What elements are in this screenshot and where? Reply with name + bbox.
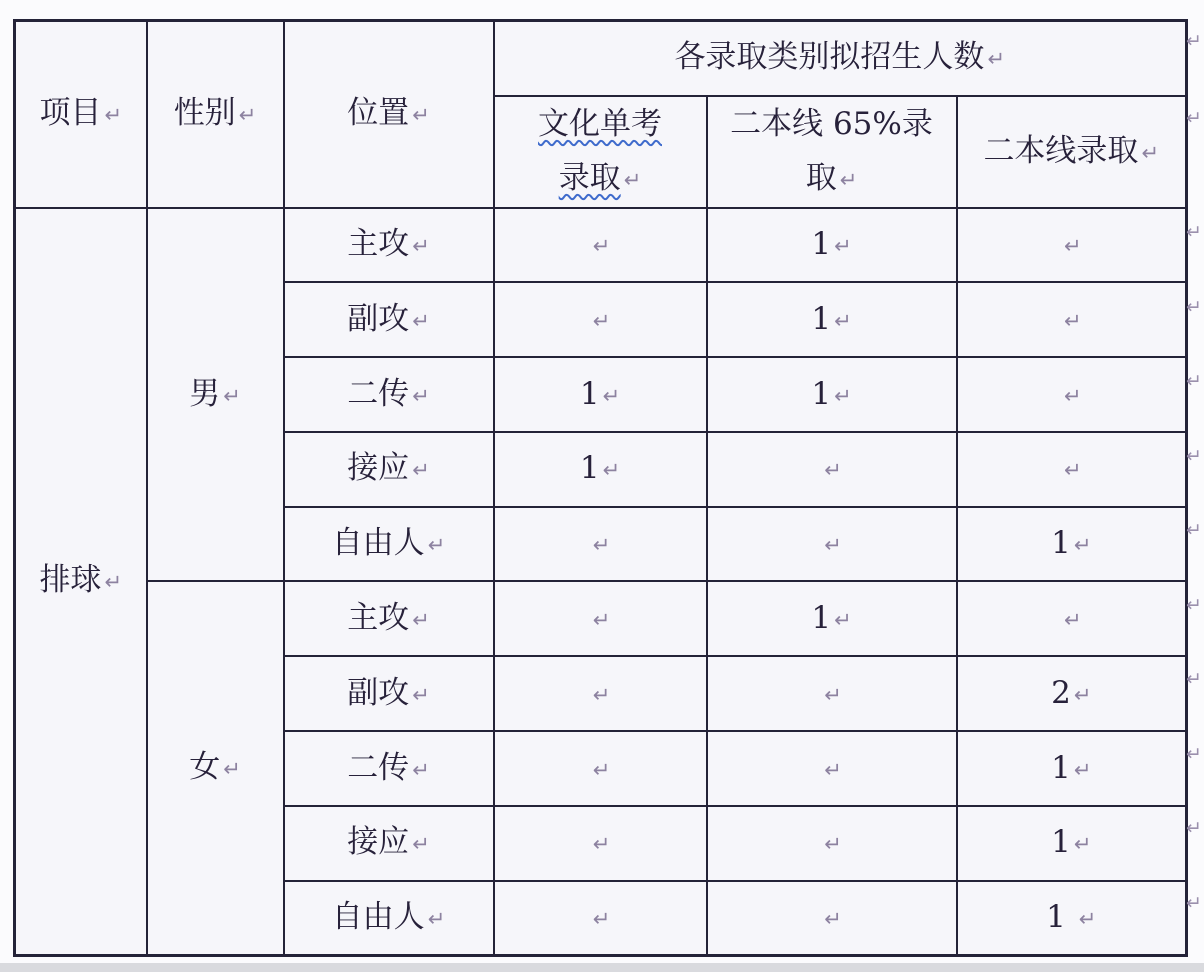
header-gender — [147, 21, 284, 208]
paragraph-mark-icon: ↵ — [1141, 140, 1160, 165]
header-line100-label: 二本线录取 — [983, 132, 1139, 169]
cell-value — [957, 731, 1187, 806]
paragraph-mark-icon: ↵ — [412, 682, 430, 707]
cell-value — [957, 806, 1187, 881]
paragraph-mark-icon: ↵ — [412, 103, 430, 128]
cell-value — [707, 432, 957, 507]
paragraph-mark-icon: ↵ — [412, 607, 430, 632]
table-row — [15, 208, 1187, 283]
position-label: 接应 — [347, 824, 410, 861]
cell-position — [284, 581, 494, 656]
paragraph-mark-icon: ↵ — [592, 233, 611, 258]
paragraph-mark-icon: ↵ — [1063, 383, 1082, 408]
cell-value — [707, 881, 957, 956]
paragraph-mark-icon: ↵ — [602, 383, 621, 408]
value-label: 1 — [1051, 824, 1071, 861]
position-label: 二传 — [347, 749, 410, 786]
value-label: 1 — [1051, 525, 1071, 562]
row-end-mark-icon: ↵ — [1186, 668, 1202, 690]
gender-male-label: 男 — [189, 375, 221, 412]
cell-value — [957, 656, 1187, 731]
paragraph-mark-icon: ↵ — [238, 103, 257, 128]
cell-value — [707, 208, 957, 283]
paragraph-mark-icon: ↵ — [824, 906, 842, 931]
value-label: 1 — [579, 375, 600, 412]
row-end-mark-icon: ↵ — [1186, 594, 1202, 616]
header-gender-label: 性别 — [173, 95, 236, 132]
paragraph-mark-icon: ↵ — [223, 757, 241, 782]
header-group-label: 各录取类别拟招生人数 — [674, 39, 985, 76]
paragraph-mark-icon: ↵ — [592, 906, 611, 931]
paragraph-mark-icon: ↵ — [1073, 757, 1092, 782]
paragraph-mark-icon: ↵ — [1073, 533, 1092, 558]
paragraph-mark-icon: ↵ — [412, 233, 430, 258]
value-label: 2 — [1051, 674, 1071, 711]
paragraph-mark-icon: ↵ — [602, 458, 621, 483]
cell-project — [15, 208, 147, 956]
paragraph-mark-icon: ↵ — [592, 533, 611, 558]
cell-position — [284, 731, 494, 806]
position-label: 副攻 — [347, 300, 410, 337]
cell-value — [494, 806, 707, 881]
paragraph-mark-icon: ↵ — [592, 832, 611, 857]
paragraph-mark-icon: ↵ — [427, 906, 446, 931]
row-end-mark-icon: ↵ — [1186, 743, 1202, 765]
value-label: 1 — [811, 225, 832, 262]
cell-value — [957, 208, 1187, 283]
value-label: 1 — [811, 300, 832, 337]
value-label: 1 — [811, 375, 832, 412]
cell-position — [284, 507, 494, 582]
header-line65 — [707, 96, 957, 208]
cell-value — [707, 806, 957, 881]
cell-value — [707, 507, 957, 582]
paragraph-mark-icon: ↵ — [824, 458, 842, 483]
paragraph-mark-icon: ↵ — [824, 682, 842, 707]
bottom-edge-band — [0, 963, 1204, 972]
row-end-mark-icon: ↵ — [1186, 370, 1202, 392]
header-culture-exam — [494, 96, 707, 208]
position-label: 副攻 — [347, 674, 410, 711]
row-end-mark-icon: ↵ — [1186, 30, 1202, 52]
header-position — [284, 21, 494, 208]
paragraph-mark-icon: ↵ — [834, 233, 852, 258]
value-label: 1 — [1046, 898, 1076, 935]
cell-value — [494, 507, 707, 582]
header-culture-exam-line2: 录取 — [558, 159, 621, 196]
position-label: 二传 — [347, 375, 410, 412]
cell-position — [284, 357, 494, 432]
cell-value — [494, 208, 707, 283]
cell-value — [707, 731, 957, 806]
paragraph-mark-icon: ↵ — [623, 167, 642, 192]
cell-value — [707, 282, 957, 357]
cell-position — [284, 806, 494, 881]
paragraph-mark-icon: ↵ — [412, 308, 430, 333]
value-label: 1 — [1051, 749, 1071, 786]
cell-value — [707, 357, 957, 432]
cell-value — [957, 581, 1187, 656]
row-end-mark-icon: ↵ — [1186, 107, 1202, 129]
cell-gender-female — [147, 581, 284, 955]
cell-value — [494, 881, 707, 956]
paragraph-mark-icon: ↵ — [1073, 682, 1092, 707]
position-label: 自由人 — [331, 898, 425, 935]
cell-value — [957, 282, 1187, 357]
gender-female-label: 女 — [189, 749, 221, 786]
paragraph-mark-icon: ↵ — [1073, 832, 1092, 857]
paragraph-mark-icon: ↵ — [104, 103, 123, 128]
value-label: 1 — [811, 599, 832, 636]
header-project-label: 项目 — [39, 95, 102, 132]
cell-value — [707, 581, 957, 656]
header-group — [494, 21, 1187, 96]
header-project — [15, 21, 147, 208]
header-line65-line2: 取 — [805, 159, 837, 196]
row-end-mark-icon: ↵ — [1186, 519, 1202, 541]
cell-value — [957, 432, 1187, 507]
paragraph-mark-icon: ↵ — [987, 47, 1006, 72]
paragraph-mark-icon: ↵ — [834, 383, 852, 408]
paragraph-mark-icon: ↵ — [412, 458, 430, 483]
position-label: 接应 — [347, 450, 410, 487]
row-end-mark-icon: ↵ — [1186, 221, 1202, 243]
header-position-label: 位置 — [347, 95, 410, 132]
project-label: 排球 — [39, 562, 102, 599]
table-row — [15, 581, 1187, 656]
admission-table — [13, 19, 1188, 957]
header-line65-line1: 二本线 65%录 — [730, 105, 933, 142]
paragraph-mark-icon: ↵ — [427, 533, 446, 558]
paragraph-mark-icon: ↵ — [1078, 906, 1097, 931]
cell-gender-male — [147, 208, 284, 582]
cell-value — [957, 881, 1187, 956]
cell-value — [494, 357, 707, 432]
paragraph-mark-icon: ↵ — [104, 570, 123, 595]
cell-value — [957, 357, 1187, 432]
cell-value — [494, 581, 707, 656]
position-label: 自由人 — [331, 525, 425, 562]
paragraph-mark-icon: ↵ — [1063, 308, 1082, 333]
paragraph-mark-icon: ↵ — [824, 533, 842, 558]
paragraph-mark-icon: ↵ — [592, 308, 611, 333]
paragraph-mark-icon: ↵ — [839, 167, 858, 192]
cell-position — [284, 881, 494, 956]
paragraph-mark-icon: ↵ — [1063, 607, 1082, 632]
paragraph-mark-icon: ↵ — [412, 383, 430, 408]
cell-value — [957, 507, 1187, 582]
cell-value — [494, 731, 707, 806]
paragraph-mark-icon: ↵ — [412, 832, 430, 857]
paragraph-mark-icon: ↵ — [824, 832, 842, 857]
cell-value — [494, 432, 707, 507]
header-culture-exam-line1: 文化单考 — [538, 105, 662, 142]
cell-value — [494, 282, 707, 357]
row-end-mark-icon: ↵ — [1186, 296, 1202, 318]
paragraph-mark-icon: ↵ — [592, 682, 611, 707]
value-label: 1 — [579, 450, 600, 487]
row-end-mark-icon: ↵ — [1186, 445, 1202, 467]
cell-position — [284, 656, 494, 731]
cell-position — [284, 282, 494, 357]
cell-position — [284, 208, 494, 283]
paragraph-mark-icon: ↵ — [824, 757, 842, 782]
row-end-mark-icon: ↵ — [1186, 892, 1202, 914]
paragraph-mark-icon: ↵ — [592, 607, 611, 632]
position-label: 主攻 — [347, 599, 410, 636]
cell-position — [284, 432, 494, 507]
header-line100 — [957, 96, 1187, 208]
paragraph-mark-icon: ↵ — [412, 757, 430, 782]
cell-value — [494, 656, 707, 731]
paragraph-mark-icon: ↵ — [834, 607, 852, 632]
paragraph-mark-icon: ↵ — [223, 383, 241, 408]
row-end-mark-icon: ↵ — [1186, 817, 1202, 839]
paragraph-mark-icon: ↵ — [1063, 233, 1082, 258]
paragraph-mark-icon: ↵ — [834, 308, 852, 333]
cell-value — [707, 656, 957, 731]
paragraph-mark-icon: ↵ — [1063, 458, 1082, 483]
position-label: 主攻 — [347, 225, 410, 262]
paragraph-mark-icon: ↵ — [592, 757, 611, 782]
